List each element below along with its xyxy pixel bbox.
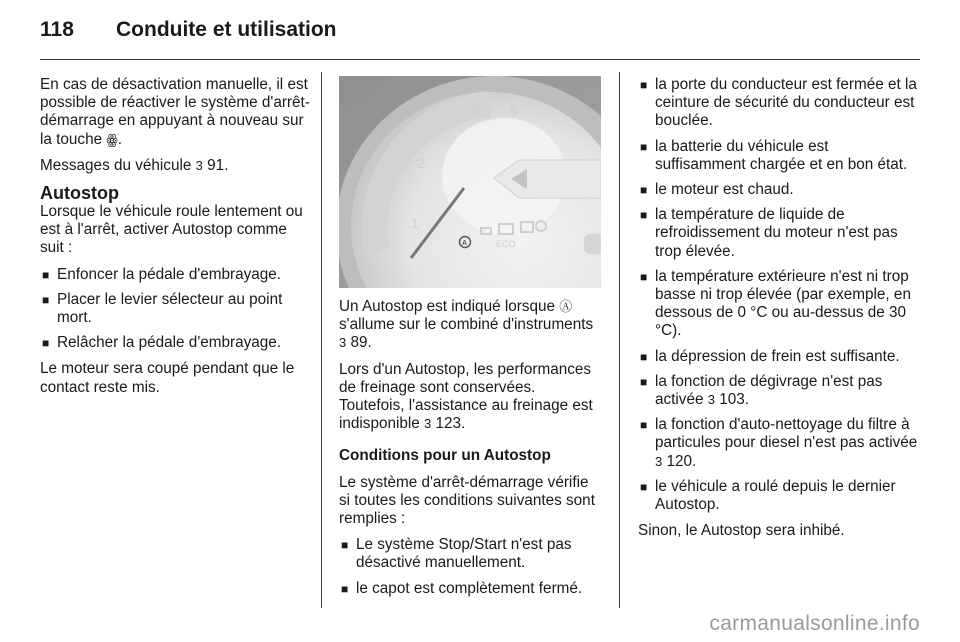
dial-number: 5: [510, 103, 518, 119]
list-item-text: Le système Stop/Start n'est pas désactivé manuellement.: [356, 536, 572, 572]
list-item: [638, 478, 920, 514]
page-reference-icon: 3: [424, 416, 432, 432]
list-item: [638, 76, 920, 131]
bullet-icon: ■: [341, 581, 349, 596]
list-item-text: la dépression de frein est suffisante.: [655, 347, 900, 365]
autostop-indicator-icon: Ⓐ: [559, 299, 573, 314]
page-header: [40, 18, 337, 48]
instrument-cluster-figure: [339, 76, 601, 288]
intro-end: .: [117, 130, 123, 148]
dial-number: 3: [435, 119, 443, 135]
list-item-text: le véhicule a roulé depuis le dernier Autostop.: [655, 477, 896, 514]
list-item: [339, 580, 603, 598]
list-item-text: la fonction de dégivrage n'est pas activée: [655, 372, 883, 409]
indicator-paragraph: [339, 298, 603, 353]
bullet-icon: ■: [42, 336, 50, 351]
eco-label: ECO: [496, 239, 516, 249]
messages-page-link[interactable]: 91.: [207, 156, 229, 174]
bullet-icon: ■: [640, 349, 648, 364]
bullet-icon: ■: [640, 78, 648, 92]
messages-text: Messages du véhicule: [40, 156, 192, 174]
bullet-icon: ■: [640, 208, 648, 223]
column-divider: [619, 72, 620, 608]
page-number: 118: [40, 18, 74, 41]
bullet-icon: ■: [640, 374, 648, 389]
list-item: [638, 268, 920, 341]
indicator-text: Un Autostop est indiqué lorsque: [339, 298, 556, 315]
column-middle: [339, 298, 603, 606]
list-item-text: le moteur est chaud.: [655, 181, 794, 199]
list-item: [638, 373, 920, 409]
bullet-icon: ■: [640, 418, 648, 433]
section-title: Conduite et utilisation: [116, 18, 337, 41]
dial-number: 2: [417, 155, 425, 171]
list-item-text: le capot est complètement fermé.: [356, 579, 583, 597]
stop-start-button-icon: ꙮ: [106, 131, 118, 147]
braking-page-link[interactable]: 123.: [435, 415, 466, 433]
list-item-text: la porte du conducteur est fermée et la ceinture de sécurité du conducteur est bouclée.: [655, 76, 917, 130]
list-item-text: la batterie du véhicule est suffisamment chargée et en bon état.: [655, 137, 908, 173]
conditions-list-continued: [638, 76, 920, 514]
braking-paragraph: [339, 361, 603, 434]
list-item: [40, 334, 310, 352]
instrument-cluster-illustration: [339, 76, 601, 288]
intro-text: En cas de désactivation manuelle, il est possible de réactiver le système d'arrêt-démarrage en appuyant à nouveau sur la touche: [40, 76, 310, 148]
list-item-text: Placer le levier sélecteur au point mort.: [57, 290, 283, 327]
bullet-icon: ■: [640, 269, 648, 284]
page-reference-icon: 3: [339, 335, 347, 351]
intro-paragraph: [40, 76, 310, 149]
indicator-page-link[interactable]: 89.: [350, 334, 372, 352]
column-left: [40, 76, 310, 405]
list-item-text: Enfoncer la pédale d'embrayage.: [57, 265, 282, 283]
autostop-intro: Lorsque le véhicule roule lentement ou est à l'arrêt, activer Autostop comme suit :: [40, 203, 303, 257]
column-right: [638, 76, 920, 548]
bullet-icon: ■: [640, 183, 648, 198]
filter-page-link[interactable]: 120.: [666, 452, 697, 470]
conditions-heading: Conditions pour un Autostop: [339, 447, 551, 465]
page-reference-icon: 3: [707, 392, 715, 408]
dial-number: 4: [473, 101, 481, 117]
list-item-text: la température de liquide de refroidissement du moteur n'est pas trop élevée.: [655, 206, 898, 260]
list-item: [339, 536, 603, 572]
bullet-icon: ■: [640, 139, 648, 154]
closing-paragraph: Le moteur sera coupé pendant que le contact reste mis.: [40, 360, 295, 396]
conditions-list: [339, 536, 603, 598]
header-rule: [40, 59, 920, 60]
list-item: [40, 291, 310, 327]
autostop-steps: [40, 266, 310, 353]
list-item-text: Relâcher la pédale d'embrayage.: [57, 334, 282, 352]
list-item-text: la fonction d'auto-nettoyage du filtre à particules pour diesel n'est pas activée: [655, 416, 918, 452]
page-reference-icon: 3: [655, 453, 663, 469]
svg-text:A: A: [462, 240, 468, 247]
messages-paragraph: [40, 157, 310, 175]
list-item: [638, 206, 920, 261]
list-item: [638, 416, 920, 471]
autostop-heading: Autostop: [40, 183, 119, 204]
dial-number: 1: [411, 215, 419, 231]
list-item-text: la température extérieure n'est ni trop basse ni trop élevée (par exemple, en dessous de 0 °C ou au-dessus de 30 °C).: [655, 267, 911, 340]
conditions-intro: Le système d'arrêt-démarrage vérifie si toutes les conditions suivantes sont remplies :: [339, 473, 595, 528]
defrost-page-link[interactable]: 103.: [719, 391, 749, 409]
closing-paragraph: Sinon, le Autostop sera inhibé.: [638, 522, 845, 540]
indicator-text-2: s'allume sur le combiné d'instruments: [339, 316, 594, 334]
column-divider: [321, 72, 322, 608]
page-reference-icon: 3: [195, 157, 203, 173]
bullet-icon: ■: [341, 538, 349, 553]
list-item: [40, 266, 310, 284]
list-item: [638, 181, 920, 199]
bullet-icon: ■: [640, 479, 648, 494]
braking-text: Lors d'un Autostop, les performances de freinage sont conservées. Toutefois, l'assistance au freinage est indisponible: [339, 360, 593, 433]
list-item: [638, 348, 920, 366]
watermark-text: carmanualsonline.info: [709, 612, 920, 635]
list-item: [638, 138, 920, 174]
bullet-icon: ■: [42, 292, 50, 307]
bullet-icon: ■: [42, 267, 50, 282]
